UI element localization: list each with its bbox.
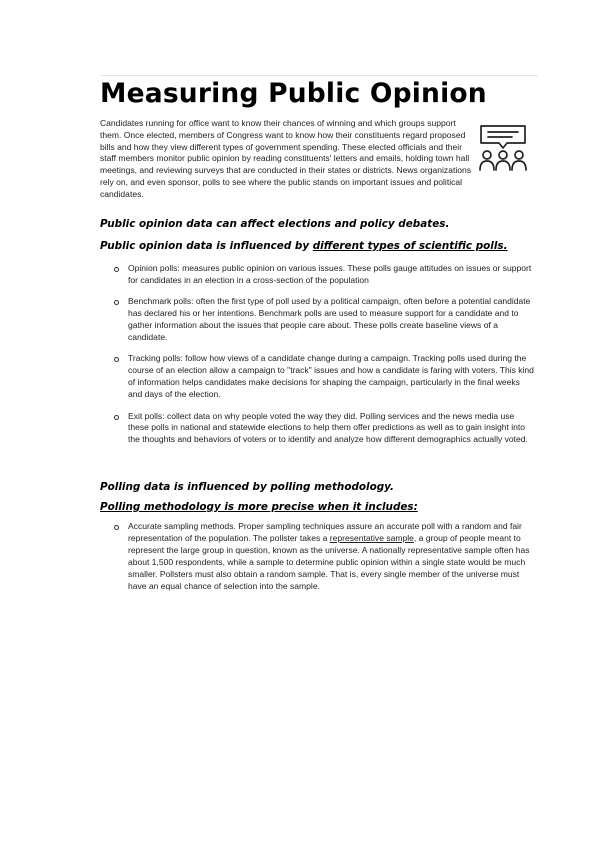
- poll-type-text: Tracking polls: follow how views of a candidate change during a campaign. Tracking polls used during the course of an election allow a campaign to "track" issues and how a candidate is faring with voters. This kind of information helps candidates make decisions for shaping the campaign, particularly in the final weeks and days of the election.: [128, 353, 534, 400]
- list-item: [114, 296, 534, 344]
- poll-type-text: Exit polls: collect data on why people voted the way they did. Polling services and the news media use these polls in national and statewide elections to help them offer predictions as well as to gain insight into the thoughts and behaviors of voters or to identify and analyze how different demographics actually voted.: [128, 410, 528, 445]
- list-item: [114, 263, 534, 287]
- poll-type-text: Benchmark polls: often the first type of poll used by a political campaign, often before a potential candidate has declared his or her intentions. Benchmark polls are used to measure support for a candidate and to gather information about the issues that people care about. These polls create baseline views of a candidate.: [128, 296, 531, 343]
- people-discussion-icon: [478, 124, 528, 174]
- representative-sample-term: representative sample: [329, 532, 414, 543]
- heading-scientific-polls-prefix: Public opinion data is influenced by: [100, 240, 313, 252]
- method-text-part1: Accurate sampling methods. Proper sampling techniques assure an accurate poll with a random and fair representation of the population. The pollster takes a: [128, 521, 522, 543]
- poll-types-list: [114, 263, 534, 456]
- top-divider: [100, 75, 538, 76]
- bullet-icon: [114, 415, 119, 420]
- intro-paragraph: Candidates running for office want to know their chances of winning and which groups support them. Once elected, members of Congress want to know how their constituents regard proposed bills and how they view different types of government spending. These elected officials and their staff members monitor public opinion by reading constituents' letters and emails, holding town hall meetings, and reviewing surveys that are conducted in their states or districts. News organizations rely on, and even sponsor, polls to see where the public stands on important issues and political candidates.: [100, 118, 472, 199]
- heading-scientific-polls: [100, 240, 508, 252]
- bullet-icon: [114, 525, 119, 530]
- list-item: [114, 521, 534, 592]
- list-item: [114, 411, 534, 447]
- poll-type-text: Opinion polls: measures public opinion on various issues. These polls gauge attitudes on issues or support for candidates in an election in a cross-section of the population: [128, 263, 532, 285]
- heading-methodology: Polling methodology is more precise when it includes:: [100, 501, 418, 513]
- method-text-part2: , a group of people meant to represent the large group in question, known as the universe. A nationally representative sample often has about 1,500 respondents, while a sample to determine public opinion within a single state would be much smaller. Pollsters must also obtain a random sample. That is, every single member of the universe must have an equal chance of selection into the sample.: [128, 532, 530, 591]
- heading-scientific-polls-underlined: different types of scientific polls.: [312, 240, 508, 252]
- bullet-icon: [114, 300, 119, 305]
- list-item: [114, 353, 534, 401]
- heading-polling-data: Polling data is influenced by polling methodology.: [100, 481, 394, 493]
- heading-elections: Public opinion data can affect elections and policy debates.: [100, 218, 450, 230]
- bullet-icon: [114, 357, 119, 362]
- bullet-icon: [114, 267, 119, 272]
- page-title: Measuring Public Opinion: [100, 78, 487, 109]
- methodology-list: [114, 521, 534, 592]
